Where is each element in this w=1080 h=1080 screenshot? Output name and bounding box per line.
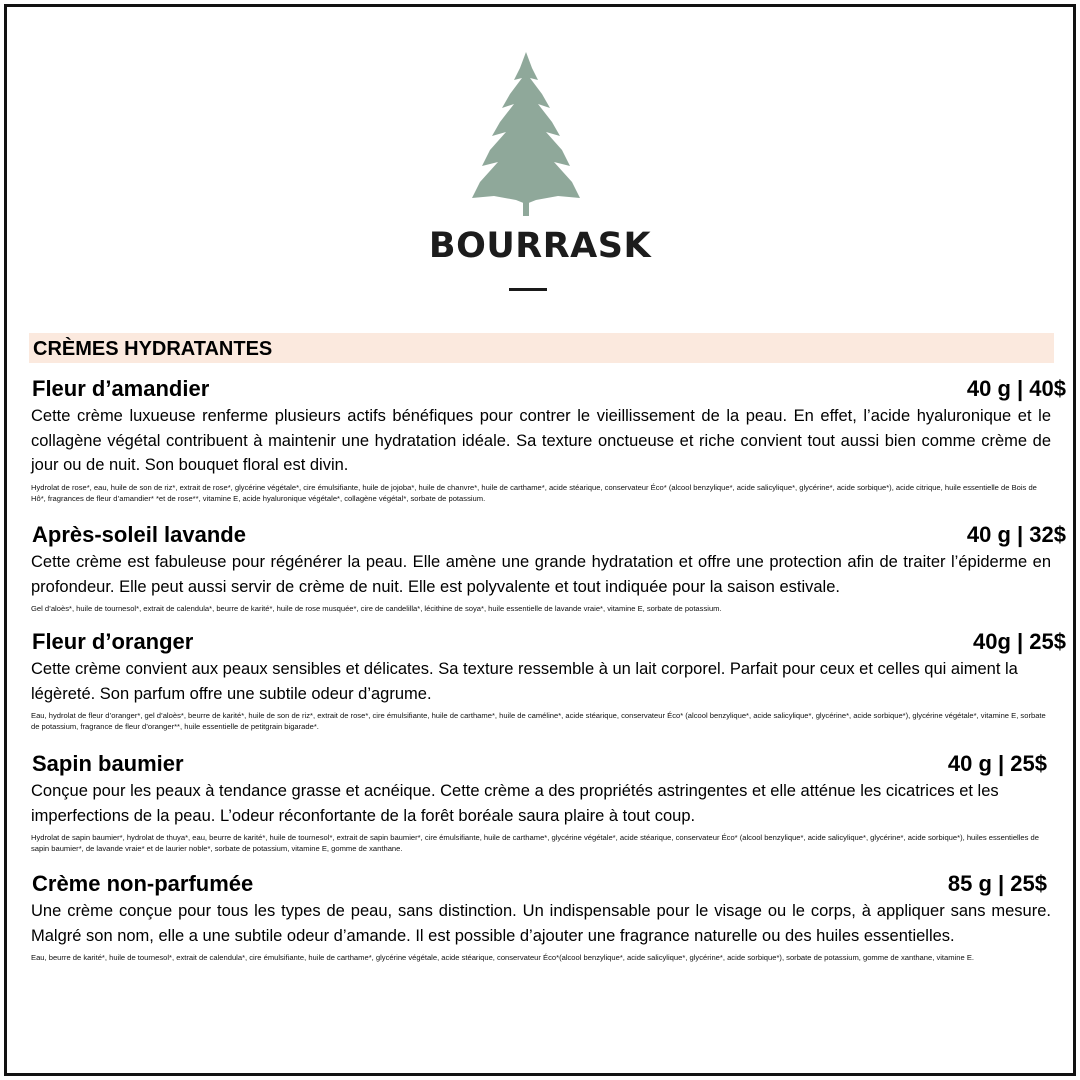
- product-ingredients: Hydrolat de sapin baumier*, hydrolat de thuya*, eau, beurre de karité*, huile de tournesol*, extrait de sapin baumier*, cire émulsifiante, huile de carthame*, glycérine végétale*, acide stéarique, conservateur Éco* (alcool benzylique*, acide salicylique*, glycérine*, acide sorbique*), huiles essentielles de sapin baumier*, de lavande vraie* et de laurier noble*, sorbate de potassium, vitamine E, gomme de xanthane.: [31, 833, 1040, 853]
- product-name: Fleur d’amandier: [32, 376, 210, 401]
- product-price: 40 g | 40$: [966, 376, 1066, 401]
- section-title: CRÈMES HYDRATANTES: [33, 338, 273, 360]
- product-fleur-amandier: [31, 374, 1066, 504]
- product-description: Conçue pour les peaux à tendance grasse et acnéique. Cette crème a des propriétés astringentes et elle atténue les cicatrices et les imperfections de la peau. L’odeur réconfortante de la forêt boréale saura plaire à tout coup.: [31, 782, 999, 825]
- product-description: Cette crème est fabuleuse pour régénérer la peau. Elle amène une grande hydratation et offre une protection afin de traiter l’épiderme en profondeur. Elle peut aussi servir de crème de nuit. Elle est polyvalente et tout indiquée pour la saison estivale.: [31, 553, 1051, 596]
- product-description: Cette crème convient aux peaux sensibles et délicates. Sa texture ressemble à un lait corporel. Parfait pour ceux et celles qui aiment la légèreté. Son parfum offre une subtile odeur d’agrume.: [31, 660, 1018, 703]
- product-price: 85 g | 25$: [947, 871, 1047, 896]
- product-price: 40 g | 32$: [966, 522, 1066, 547]
- product-price: 40 g | 25$: [947, 751, 1047, 776]
- product-ingredients: Eau, beurre de karité*, huile de tournesol*, extrait de calendula*, cire émulsifiante, huile de carthame*, glycérine végétale, acide stéarique, conservateur Éco*(alcool benzylique*, acide salicylique*, glycérine*, acide sorbique*), sorbate de potassium, gomme de xanthane, vitamine E.: [31, 953, 975, 962]
- product-name: Fleur d’oranger: [32, 629, 194, 654]
- product-apres-soleil-lavande: [31, 520, 1066, 614]
- brand-name: BOURRASK: [428, 226, 652, 266]
- fir-tree-icon: [466, 50, 586, 220]
- brand-divider: [509, 288, 547, 291]
- product-name: Après-soleil lavande: [32, 522, 246, 547]
- product-description: Cette crème luxueuse renferme plusieurs actifs bénéfiques pour contrer le vieillissement de la peau. En effet, l’acide hyaluronique et le collagène végétal contribuent à maintenir une hydratation idéale. Sa texture onctueuse et riche convient tout aussi bien comme crème de jour ou de nuit. Son bouquet floral est divin.: [31, 407, 1051, 474]
- product-fleur-oranger: [31, 627, 1066, 732]
- product-sapin-baumier: [31, 749, 1051, 854]
- product-ingredients: Eau, hydrolat de fleur d’oranger*, gel d’aloès*, beurre de karité*, huile de son de riz*, extrait de rose*, cire émulsifiante, huile de carthame*, huile de caméline*, acide stéarique, conservateur Éco* (alcool benzylique*, acide salicylique*, glycérine*, acide sorbique*), glycérine végétale*, vitamine E, sorbate de potassium, fragrance de fleur d’oranger**, huile essentielle de petitgrain bigarade*.: [31, 711, 1046, 731]
- product-creme-non-parfumee: [31, 869, 1051, 963]
- product-ingredients: Gel d’aloès*, huile de tournesol*, extrait de calendula*, beurre de karité*, huile de rose musquée*, cire de candelilla*, lécithine de soya*, huile essentielle de lavande vraie*, vitamine E, sorbate de potassium.: [31, 604, 722, 613]
- product-ingredients: Hydrolat de rose*, eau, huile de son de riz*, extrait de rose*, glycérine végétale*, cire émulsifiante, huile de jojoba*, huile de chanvre*, huile de carthame*, acide stéarique, conservateur Éco* (alcool benzylique*, acide salicylique*, glycérine*, acide sorbique*), acide citrique, huile essentielle de Bois de Hô*, fragrances de fleur d’amandier* *et de rose**, vitamine E, acide hyaluronique végétale*, collagène végétal*, sorbate de potassium.: [31, 482, 1037, 503]
- product-price: 40g | 25$: [973, 629, 1066, 654]
- product-name: Crème non-parfumée: [32, 871, 254, 896]
- product-name: Sapin baumier: [32, 751, 184, 776]
- product-description: Une crème conçue pour tous les types de peau, sans distinction. Un indispensable pour le visage ou le corps, à appliquer sans mesure. Malgré son nom, elle a une subtile odeur d’amande. Il est possible d’ajouter une fragrance naturelle ou des huiles essentielles.: [31, 902, 1051, 945]
